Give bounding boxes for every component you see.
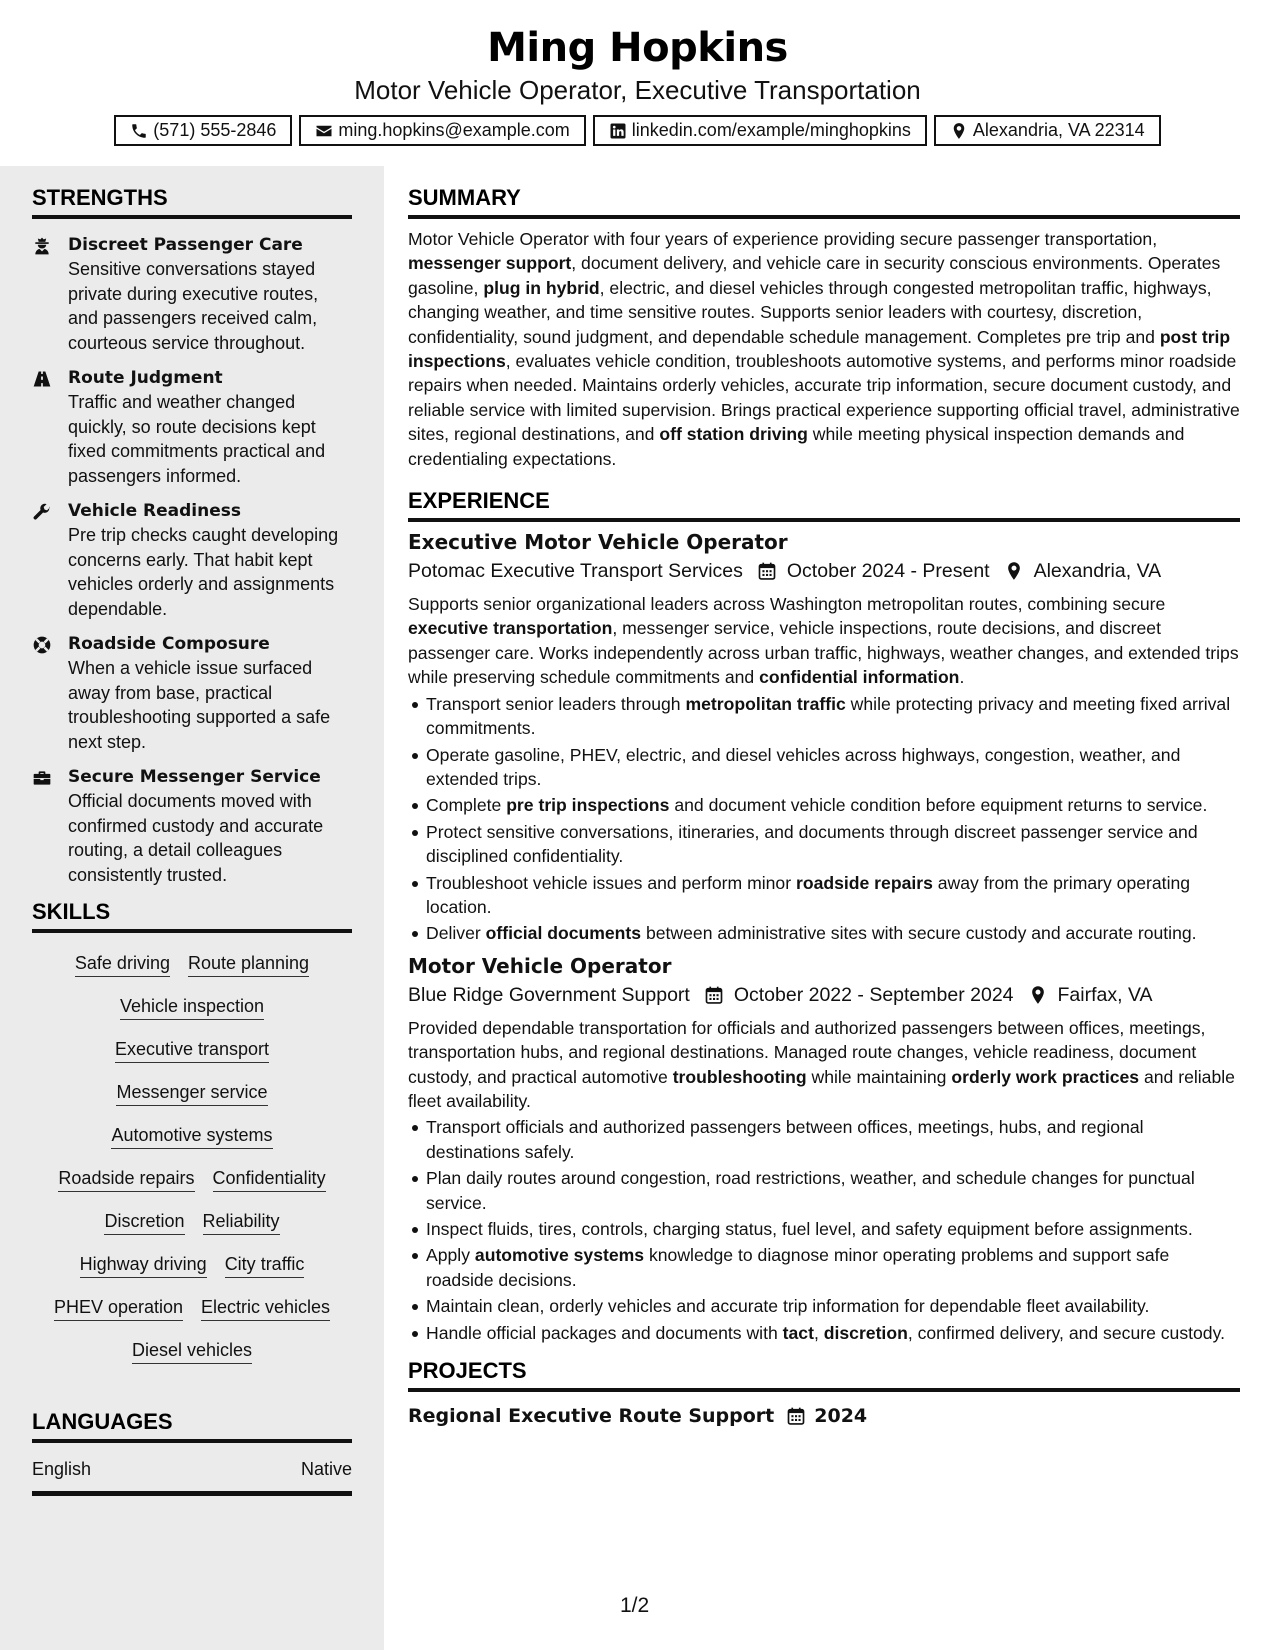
- experience-heading: EXPERIENCE: [408, 487, 1240, 522]
- job-bullet: Inspect fluids, tires, controls, charging status, fuel level, and safety equipment before assignments.: [408, 1217, 1240, 1241]
- skill-tag: Electric vehicles: [201, 1295, 330, 1321]
- email-text: ming.hopkins@example.com: [338, 120, 570, 140]
- strength-name: Discreet Passenger Care: [68, 235, 303, 255]
- skill-tag: Discretion: [104, 1209, 184, 1235]
- skill-tag: Safe driving: [75, 951, 170, 977]
- strength-desc: Official documents moved with confirmed custody and accurate routing, a detail colleagues consistently trusted.: [68, 791, 324, 885]
- strength-item: [32, 632, 352, 754]
- job-company: Potomac Executive Transport Services: [408, 560, 743, 583]
- sidebar: [0, 166, 384, 1650]
- contact-linkedin[interactable]: [593, 115, 927, 146]
- strengths-list: [32, 233, 352, 887]
- skills-heading: SKILLS: [32, 898, 352, 933]
- phone-icon: [130, 122, 148, 140]
- language-level: Native: [300, 1459, 352, 1479]
- life-ring-icon: [32, 632, 54, 754]
- job-bullet: Transport officials and authorized passengers between offices, meetings, hubs, and regional destinations safely.: [408, 1115, 1240, 1164]
- skill-tag: Roadside repairs: [58, 1166, 194, 1192]
- candidate-name: Ming Hopkins: [487, 25, 788, 71]
- user-secret-icon: [32, 233, 54, 355]
- skill-tag: Vehicle inspection: [120, 994, 264, 1020]
- job-bullet: Troubleshoot vehicle issues and perform minor roadside repairs away from the primary operating location.: [408, 871, 1240, 920]
- strength-desc: When a vehicle issue surfaced away from base, practical troubleshooting supported a safe next step.: [68, 658, 331, 752]
- skill-tag: Executive transport: [115, 1037, 269, 1063]
- job-description: Provided dependable transportation for officials and authorized passengers between offices, meetings, transportation hubs, and regional destinations. Managed route changes, vehicle readiness, document custody, and practical automotive troubleshooting while maintaining orderly work practices and reliable fleet availability.: [408, 1017, 1235, 1111]
- contact-bar: [0, 115, 1275, 146]
- job-description: Supports senior organizational leaders across Washington metropolitan routes, combining secure executive transportation, messenger service, vehicle inspections, route decisions, and discreet passenger care. Works independently across urban traffic, highways, weather changes, and extended trips while preserving schedule commitments and confidential information.: [408, 594, 1239, 688]
- skill-tag: Confidentiality: [213, 1166, 326, 1192]
- job-bullet: Complete pre trip inspections and document vehicle condition before equipment returns to service.: [408, 793, 1240, 817]
- job-bullet: Operate gasoline, PHEV, electric, and diesel vehicles across highways, congestion, weather, and extended trips.: [408, 743, 1240, 792]
- skills-list: [32, 949, 352, 1364]
- strength-item: [32, 499, 352, 621]
- strength-item: [32, 366, 352, 488]
- candidate-title: Motor Vehicle Operator, Executive Transportation: [354, 75, 921, 105]
- project-entry: [408, 1402, 1240, 1430]
- map-marker-icon: [1004, 561, 1024, 581]
- strengths-heading: STRENGTHS: [32, 184, 352, 219]
- envelope-icon: [315, 122, 333, 140]
- contact-email[interactable]: [299, 115, 585, 146]
- projects-heading: PROJECTS: [408, 1357, 1240, 1392]
- skill-tag: Reliability: [203, 1209, 280, 1235]
- briefcase-icon: [32, 765, 54, 887]
- location-text: Alexandria, VA 22314: [972, 120, 1145, 140]
- skill-tag: PHEV operation: [54, 1295, 183, 1321]
- job-bullet: Maintain clean, orderly vehicles and accurate trip information for dependable fleet availability.: [408, 1294, 1240, 1318]
- language-item: [32, 1457, 352, 1496]
- skill-tag: City traffic: [225, 1252, 305, 1278]
- job-entry: [408, 952, 1240, 1345]
- strength-desc: Sensitive conversations stayed private during executive routes, and passengers received calm, courteous service throughout.: [68, 259, 319, 353]
- linkedin-icon: [609, 122, 627, 140]
- job-bullet: Deliver official documents between administrative sites with secure custody and accurate routing.: [408, 921, 1240, 945]
- job-dates: October 2024 - Present: [786, 560, 990, 583]
- calendar-icon: [757, 561, 777, 581]
- calendar-icon: [786, 1406, 806, 1426]
- job-dates: October 2022 - September 2024: [733, 983, 1014, 1006]
- job-bullet: Transport senior leaders through metropolitan traffic while protecting privacy and meeting fixed arrival commitments.: [408, 692, 1240, 741]
- strength-name: Roadside Composure: [68, 634, 270, 654]
- job-bullet: Handle official packages and documents with tact, discretion, confirmed delivery, and secure custody.: [408, 1321, 1240, 1345]
- skill-tag: Route planning: [188, 951, 309, 977]
- languages-heading: LANGUAGES: [32, 1408, 352, 1443]
- job-title: Executive Motor Vehicle Operator: [408, 530, 788, 555]
- job-bullet: Protect sensitive conversations, itineraries, and documents through discreet passenger service and disciplined confidentiality.: [408, 820, 1240, 869]
- skill-tag: Diesel vehicles: [132, 1338, 252, 1364]
- job-location: Fairfax, VA: [1057, 983, 1153, 1006]
- skill-tag: Automotive systems: [111, 1123, 272, 1149]
- calendar-icon: [704, 985, 724, 1005]
- strength-item: [32, 233, 352, 355]
- strength-name: Secure Messenger Service: [68, 767, 321, 787]
- job-bullets: [408, 692, 1240, 946]
- skill-tag: Highway driving: [80, 1252, 207, 1278]
- wrench-icon: [32, 499, 54, 621]
- linkedin-text: linkedin.com/example/minghopkins: [631, 120, 911, 140]
- job-meta: [408, 556, 1240, 586]
- project-name: Regional Executive Route Support: [408, 1405, 775, 1428]
- job-entry: [408, 528, 1240, 946]
- page-number: 1/2: [620, 1594, 650, 1617]
- skill-tag: Messenger service: [116, 1080, 267, 1106]
- map-marker-icon: [1028, 985, 1048, 1005]
- resume-header: [0, 0, 1275, 166]
- strength-name: Vehicle Readiness: [68, 501, 241, 521]
- job-bullets: [408, 1115, 1240, 1345]
- job-meta: [408, 980, 1240, 1010]
- summary-heading: SUMMARY: [408, 184, 1240, 219]
- job-company: Blue Ridge Government Support: [408, 983, 690, 1006]
- phone-text: (571) 555-2846: [153, 120, 277, 140]
- job-bullet: Plan daily routes around congestion, road restrictions, weather, and schedule changes for punctual service.: [408, 1166, 1240, 1215]
- strength-item: [32, 765, 352, 887]
- project-year: 2024: [814, 1405, 868, 1428]
- job-bullet: Apply automotive systems knowledge to diagnose minor operating problems and support safe roadside decisions.: [408, 1243, 1240, 1292]
- contact-phone[interactable]: [114, 115, 292, 146]
- summary-text: Motor Vehicle Operator with four years of experience providing secure passenger transportation, messenger support, document delivery, and vehicle care in security conscious environments. Operates gasoline, plug in hybrid, electric, and diesel vehicles through congested metropolitan traffic, highways, changing weather, and time sensitive routes. Supports senior leaders with courtesy, discretion, confidentiality, sound judgment, and dependable schedule management. Completes pre trip and post trip inspections, evaluates vehicle condition, troubleshoots automotive systems, and performs minor roadside repairs when needed. Maintains orderly vehicles, accurate trip information, secure document custody, and reliable service with limited supervision. Brings practical experience supporting official travel, administrative sites, regional destinations, and off station driving while meeting physical inspection demands and credentialing expectations.: [408, 229, 1240, 469]
- strength-desc: Traffic and weather changed quickly, so route decisions kept fixed commitments practical and passengers informed.: [68, 392, 326, 486]
- main-content: [408, 166, 1240, 1430]
- map-marker-icon: [950, 122, 968, 140]
- road-icon: [32, 366, 54, 488]
- job-title: Motor Vehicle Operator: [408, 953, 672, 978]
- strength-name: Route Judgment: [68, 368, 223, 388]
- contact-location: [934, 115, 1161, 146]
- job-location: Alexandria, VA: [1033, 560, 1162, 583]
- language-name: English: [32, 1459, 92, 1479]
- strength-desc: Pre trip checks caught developing concerns early. That habit kept vehicles orderly and assignments dependable.: [68, 525, 339, 619]
